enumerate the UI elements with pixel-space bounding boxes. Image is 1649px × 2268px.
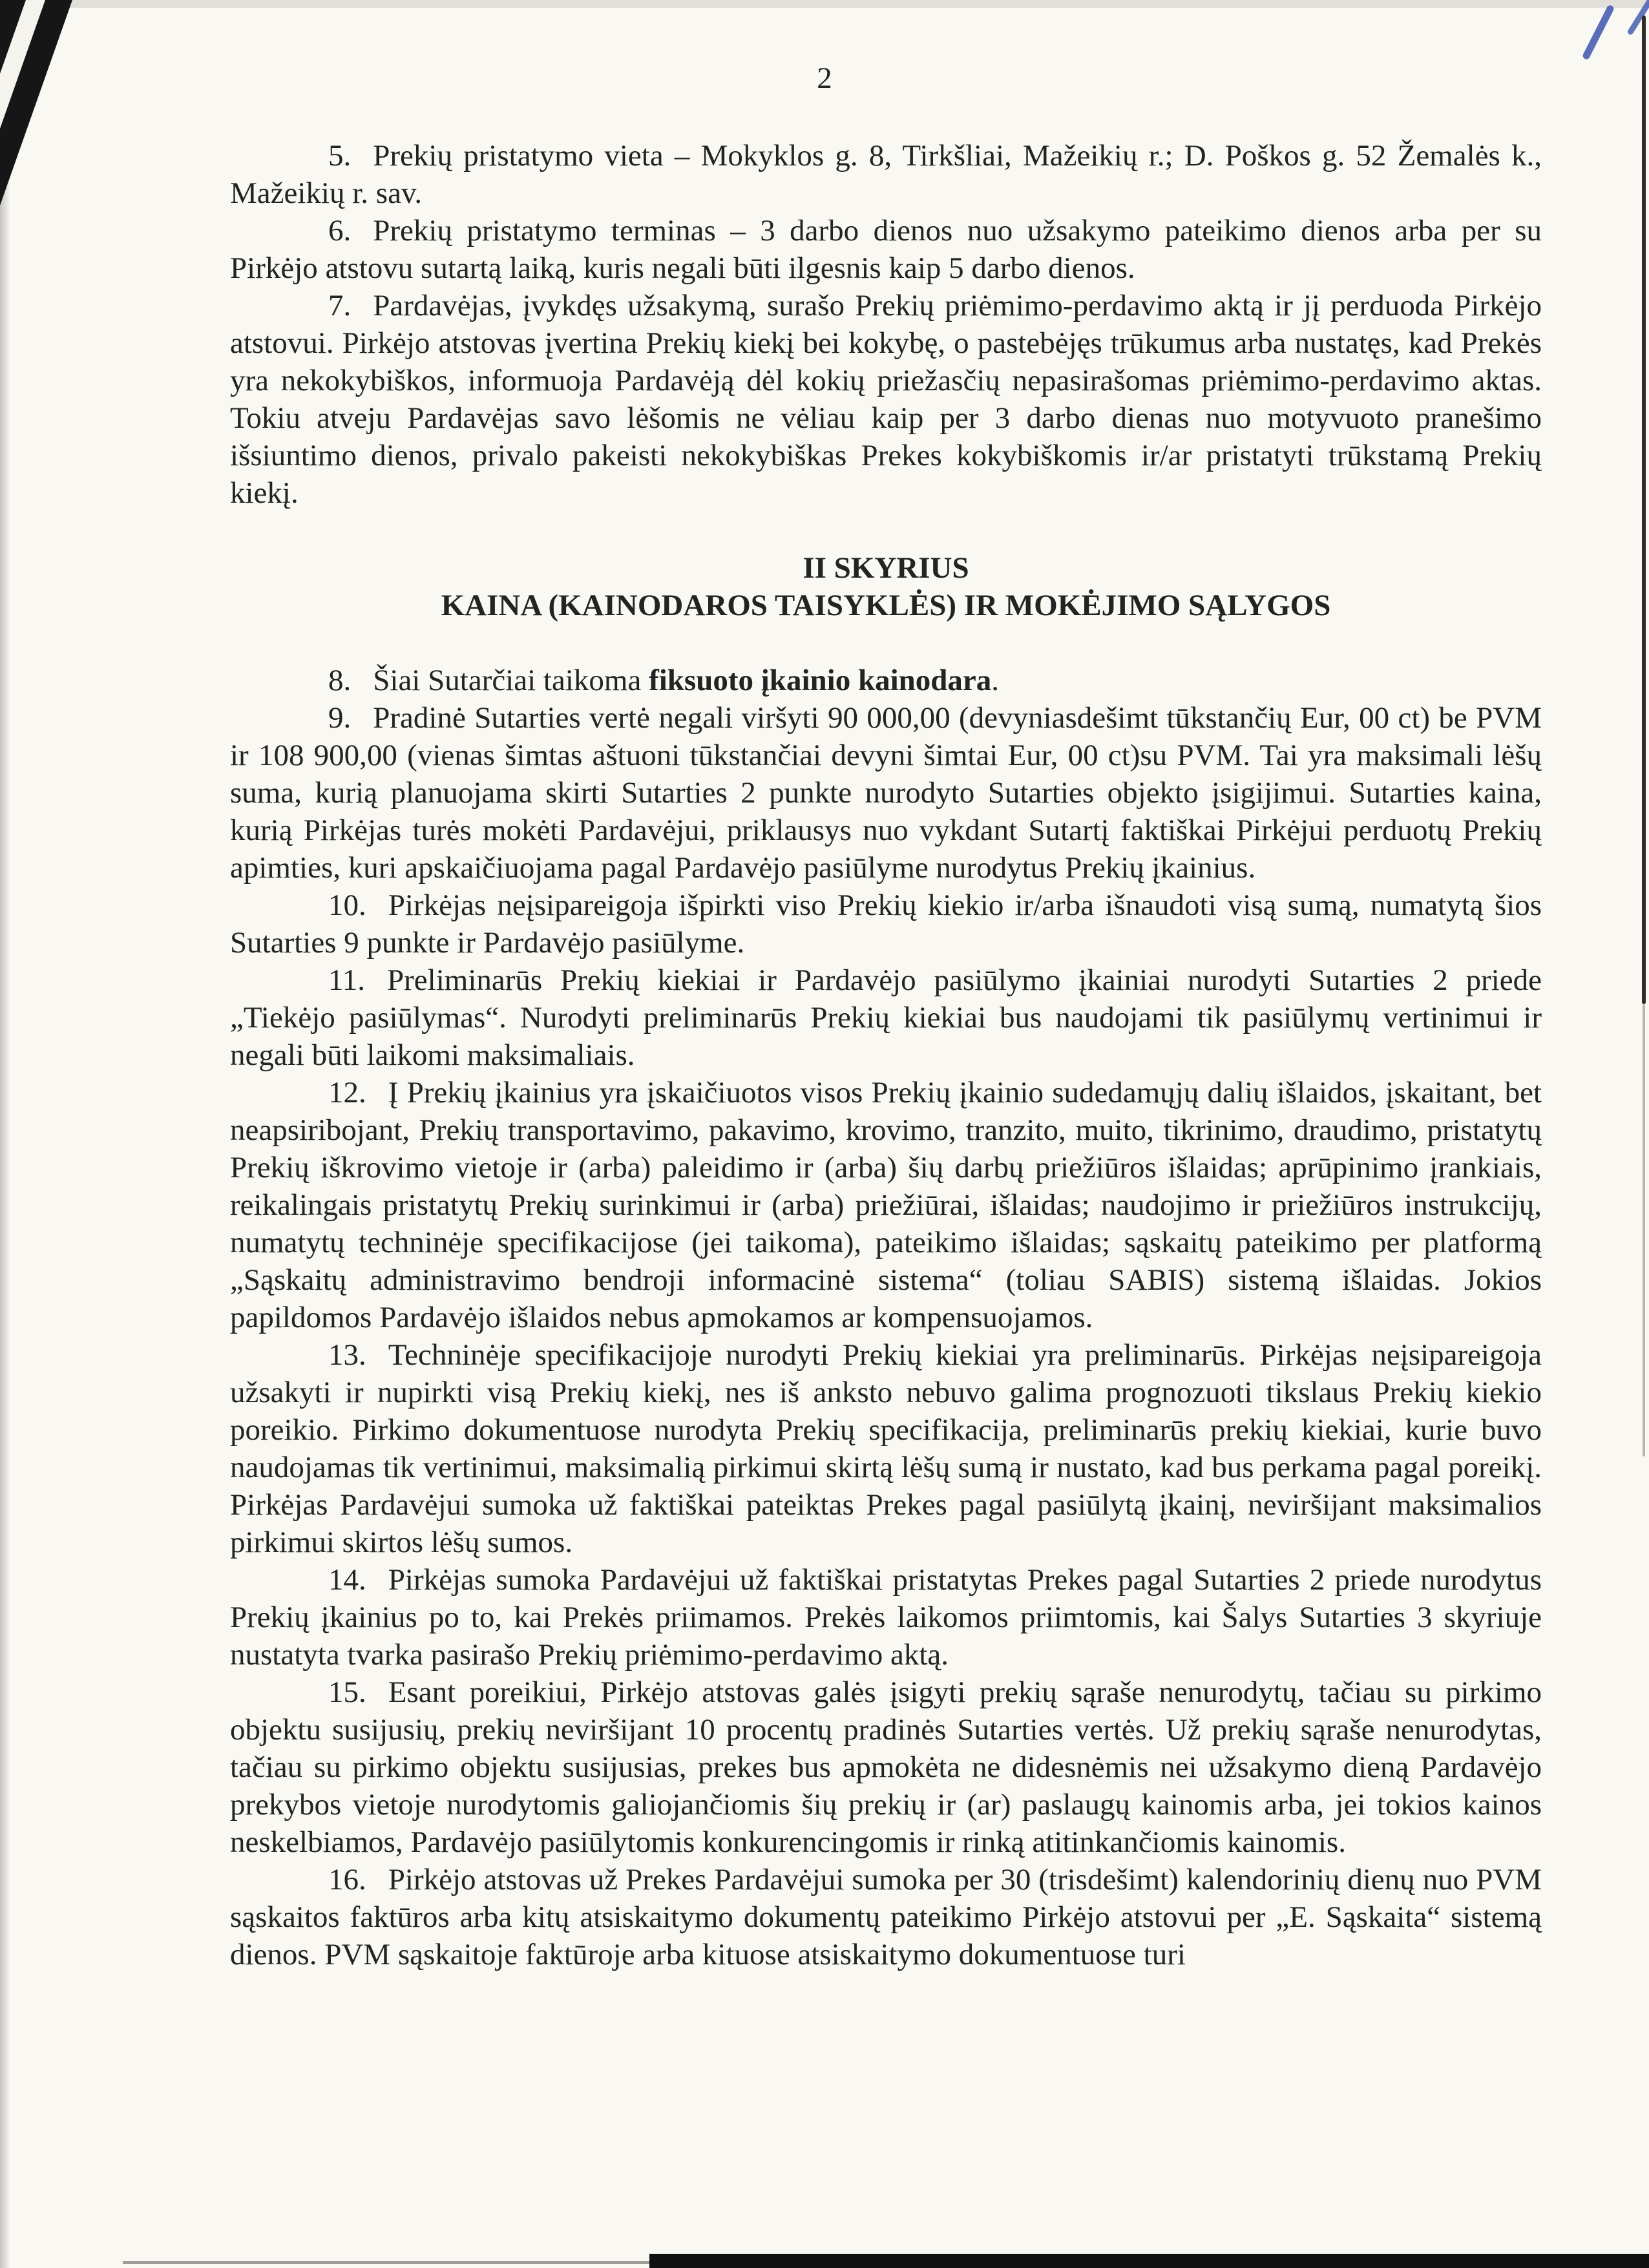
paragraph-9 [230,699,1542,887]
paragraph-number: 11. [328,963,366,997]
paragraph-8 [230,662,1542,699]
paragraph-text: Pardavėjas, įvykdęs užsakymą, surašo Prekių priėmimo-perdavimo aktą ir jį perduoda Pirkėjo atstovui. Pirkėjo atstovas įvertina Prekių kiekį bei kokybę, o pastebėjęs trūkumus arba nustatęs, kad Prekės yra nekokybiškos, informuoja Pardavėją dėl kokių priežasčių nepasirašomas priėmimo-perdavimo aktas. Tokiu atveju Pardavėjas savo lėšomis ne vėliau kaip per 3 darbo dienas nuo motyvuoto pranešimo išsiuntimo dienos, privalo pakeisti nekokybiškas Prekes kokybiškomis ir/ar pristatyti trūkstamą Prekių kiekį. [230,289,1542,510]
paragraph-text: Prekių pristatymo vieta – Mokyklos g. 8, Tirkšliai, Mažeikių r.; D. Poškos g. 52 Žemalės k., Mažeikių r. sav. [230,139,1542,210]
corner-fold-graphic [0,0,97,213]
paragraph-16 [230,1861,1542,1973]
scan-left-edge-shadow [0,0,10,2268]
paragraph-number: 10. [328,888,366,922]
paragraph-number: 13. [328,1338,366,1372]
paragraph-text-suffix: . [991,664,1000,697]
paragraph-6 [230,212,1542,287]
paragraph-number: 14. [328,1563,366,1597]
paragraph-text: Preliminarūs Prekių kiekiai ir Pardavėjo pasiūlymo įkainiai nurodyti Sutarties 2 priede „Tiekėjo pasiūlymas“. Nurodyti preliminarūs Prekių kiekiai bus naudojami tik pasiūlymų vertinimui ir negali būti laikomi maksimaliais. [230,963,1542,1072]
paragraph-number: 5. [328,139,352,173]
section-heading-title: KAINA (KAINODAROS TAISYKLĖS) IR MOKĖJIMO SĄLYGOS [441,589,1331,622]
paragraph-text: Esant poreikiui, Pirkėjo atstovas galės įsigyti prekių sąraše nenurodytų, tačiau su pirkimo objektu susijusių, prekių neviršijant 10 procentų pradinės Sutarties vertės. Už prekių sąraše nenurodytas, tačiau su pirkimo objektu susijusias, prekes bus apmokėta ne didesnėmis nei užsakymo dieną Pardavėjo prekybos vietoje nurodytomis galiojančiomis šių prekių ir (ar) paslaugų kainomis arba, jei tokios kainos neskelbiamos, Pardavėjo pasiūlytomis konkurencingomis ir rinką atitinkančiomis kainomis. [230,1675,1542,1859]
paragraph-number: 12. [328,1076,366,1109]
scan-bottom-bar [649,2254,1649,2268]
section-heading [230,549,1542,624]
paragraph-text-bold: fiksuoto įkainio kainodara [649,664,992,697]
paragraph-11 [230,961,1542,1074]
page-number: 2 [817,61,832,95]
paragraph-15 [230,1674,1542,1861]
paragraph-text: Pradinė Sutarties vertė negali viršyti 90 000,00 (devyniasdešimt tūkstančių Eur, 00 ct) be PVM ir 108 900,00 (vienas šimtas aštuoni tūkstančiai devyni šimtai Eur, 00 ct)su PVM. Tai yra maksimali lėšų suma, kurią planuojama skirti Sutarties 2 punkte nurodyto Sutarties objekto įsigijimui. Sutarties kaina, kurią Pirkėjas turės mokėti Pardavėjui, priklausys nuo vykdant Sutartį faktiškai Pirkėjui perduotų Prekių apimties, kuri apskaičiuojama pagal Pardavėjo pasiūlyme nurodytus Prekių įkainius. [230,701,1542,885]
paragraph-text: Techninėje specifikacijoje nurodyti Prekių kiekiai yra preliminarūs. Pirkėjas neįsipareigoja užsakyti ir nupirkti visą Prekių kiekį, nes iš anksto nebuvo galima prognozuoti tikslaus Prekių kiekio poreikio. Pirkimo dokumentuose nurodyta Prekių specifikacija, preliminarūs prekių kiekiai, kurie buvo naudojamas tik vertinimui, maksimalią pirkimui skirtą lėšų sumą ir nustato, kad bus perkama pagal poreikį. Pirkėjas Pardavėjui sumoka už faktiškai pateiktas Prekes pagal pasiūlytą įkainį, neviršijant maksimalios pirkimui skirtos lėšų sumos. [230,1338,1542,1559]
paragraph-text: Pirkėjo atstovas už Prekes Pardavėjui sumoka per 30 (trisdešimt) kalendorinių dienų nuo PVM sąskaitos faktūros arba kitų atsiskaitymo dokumentų pateikimo Pirkėjo atstovui per „E. Sąskaita“ sistemą dienos. PVM sąskaitoje faktūroje arba kituose atsiskaitymo dokumentuose turi [230,1863,1542,1971]
paragraph-10 [230,887,1542,961]
paragraph-7 [230,287,1542,512]
paragraph-text: Pirkėjas neįsipareigoja išpirkti viso Prekių kiekio ir/arba išnaudoti visą sumą, numatytą šios Sutarties 9 punkte ir Pardavėjo pasiūlyme. [230,888,1542,960]
paragraph-text: Prekių pristatymo terminas – 3 darbo dienos nuo užsakymo pateikimo dienos arba per su Pirkėjo atstovu sutartą laiką, kuris negali būti ilgesnis kaip 5 darbo dienos. [230,214,1542,285]
paragraph-number: 16. [328,1863,366,1896]
paragraph-text: Į Prekių įkainius yra įskaičiuotos visos Prekių įkainio sudedamųjų dalių išlaidos, įskaitant, bet neapsiribojant, Prekių transportavimo, pakavimo, krovimo, tranzito, muito, tikrinimo, draudimo, pristatytų Prekių iškrovimo vietoje ir (arba) paleidimo ir (arba) šių darbų priežiūros išlaidas; aprūpinimo įrankiais, reikalingais pristatytų Prekių surinkimui ir (arba) priežiūrai, išlaidas; naudojimo ir priežiūros instrukcijų, numatytų techninėje specifikacijose (jei taikoma), pateikimo išlaidas; sąskaitų pateikimo per platformą „Sąskaitų administravimo bendroji informacinė sistema“ (toliau SABIS) sistemą išlaidas. Jokios papildomos Pardavėjo išlaidos nebus apmokamos ar kompensuojamos. [230,1076,1542,1334]
document-content [230,137,1542,1973]
paragraph-12 [230,1074,1542,1336]
scan-bottom-line [123,2261,649,2264]
paragraph-number: 9. [328,701,352,735]
paragraph-text-prefix: Šiai Sutarčiai taikoma [373,664,649,697]
paragraph-number: 7. [328,289,352,322]
scan-right-edge-line [1642,16,1646,1004]
scan-right-edge-line-faint [1643,1004,1645,1456]
paragraph-number: 8. [328,664,352,697]
section-heading-chapter: II SKYRIUS [803,551,969,585]
scan-top-edge-shadow [0,0,1649,8]
pen-mark-artifact [1582,5,1615,61]
paragraph-14 [230,1561,1542,1674]
paragraph-13 [230,1336,1542,1561]
paragraph-number: 6. [328,214,352,247]
paragraph-5 [230,137,1542,212]
scan-corner-artifact [0,0,97,213]
paragraph-number: 15. [328,1675,366,1709]
paragraph-text: Pirkėjas sumoka Pardavėjui už faktiškai pristatytas Prekes pagal Sutarties 2 priede nurodytus Prekių įkainius po to, kai Prekės priimamos. Prekės laikomos priimtomis, kai Šalys Sutarties 3 skyriuje nustatyta tvarka pasirašo Prekių priėmimo-perdavimo aktą. [230,1563,1542,1672]
